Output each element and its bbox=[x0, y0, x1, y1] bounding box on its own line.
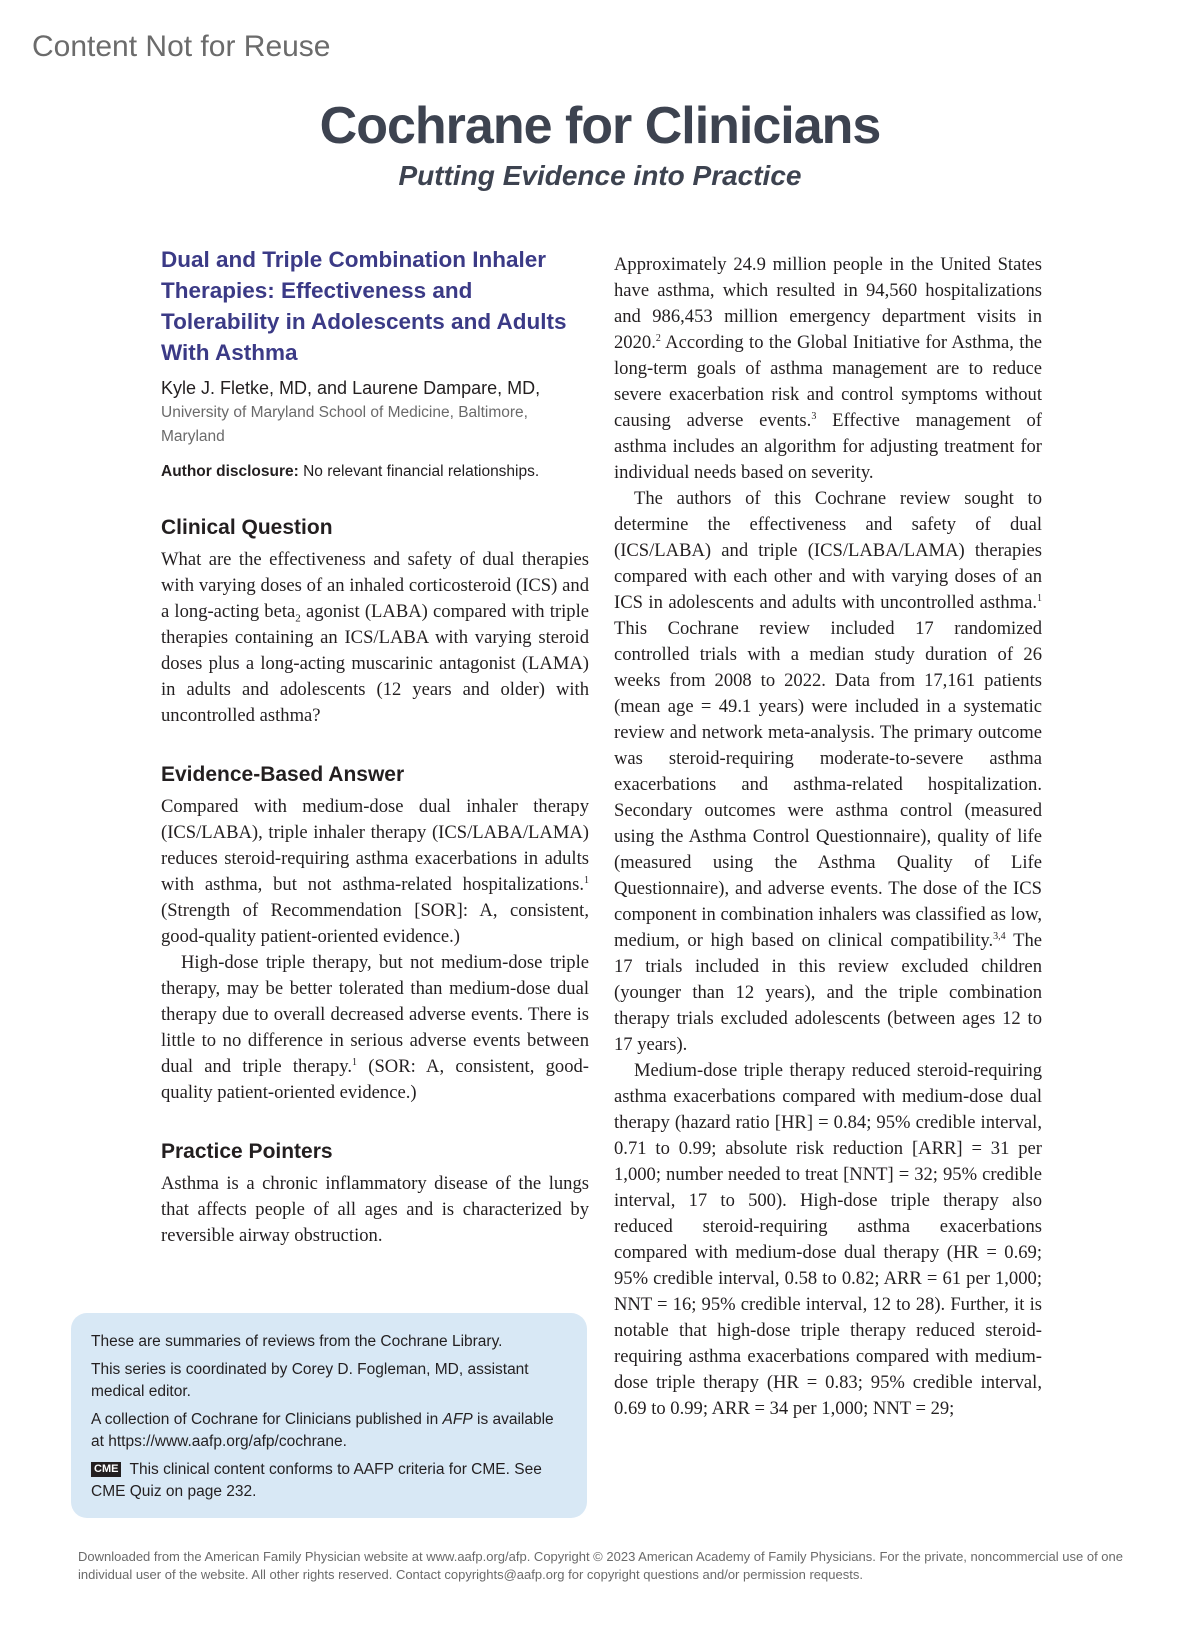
text-run: is available at https://www.aafp.org/afp/cochrane. bbox=[91, 1411, 554, 1450]
text-run: The authors of this Cochrane review sought to determine the effectiveness and safety of dual (ICS/LABA) and triple (ICS/LABA/LAMA) therapies compared with each other and with varying doses of an ICS in adolescents and adults with uncontrolled asthma. bbox=[614, 488, 1042, 613]
right-column bbox=[614, 252, 1042, 1422]
text-run: The 17 trials included in this review excluded children (younger than 12 years), and the triple combination therapy trials excluded adolescents (between ages 12 to 17 years). bbox=[614, 930, 1042, 1055]
cme-badge: CME bbox=[91, 1462, 121, 1477]
reference-marker: 1 bbox=[1037, 592, 1042, 604]
sidebox-cme-note bbox=[91, 1459, 569, 1503]
author-disclosure bbox=[161, 461, 589, 482]
sidebox-line: These are summaries of reviews from the Cochrane Library. bbox=[91, 1333, 503, 1350]
copyright-footer: Downloaded from the American Family Physician website at www.aafp.org/afp. Copyright © 2023 American Academy of Family Physicians. For the private, noncommercial use of one individual user of the website. All other rights reserved. Contact copyrights@aafp.org for copyright questions and/or permission requests. bbox=[78, 1549, 1124, 1582]
text-run: According to the Global Initiative for Asthma, the long-term goals of asthma management are to reduce severe exacerbation risk and control symptoms without causing adverse events. bbox=[614, 332, 1042, 431]
text-run: (Strength of Recommendation [SOR]: A, consistent, good-quality patient-oriented evidence.) bbox=[161, 900, 589, 947]
disclosure-text: No relevant financial relationships. bbox=[298, 463, 540, 480]
text-run: (SOR: A, consistent, good-quality patient-oriented evidence.) bbox=[161, 1056, 589, 1103]
text-run: Approximately 24.9 million people in the United States have asthma, which resulted in 94,560 hospitalizations and 986,453 million emergency department visits in 2020. bbox=[614, 254, 1042, 353]
practice-pointers-paragraph: Asthma is a chronic inflammatory disease of the lungs that affects people of all ages and is characterized by reversible airway obstruction. bbox=[161, 1173, 589, 1246]
text-run: High-dose triple therapy, but not medium-dose triple therapy, may be better tolerated than medium-dose dual therapy due to overall decreased adverse events. There is little to no difference in serious adverse events between dual and triple therapy. bbox=[161, 952, 589, 1077]
article-title: Dual and Triple Combination Inhaler Therapies: Effectiveness and Tolerability in Adolescents and Adults With Asthma bbox=[161, 247, 567, 365]
reference-marker: 1 bbox=[352, 1056, 358, 1068]
series-title: Cochrane for Clinicians bbox=[319, 97, 881, 155]
sidebox-line: This series is coordinated by Corey D. Fogleman, MD, assistant medical editor. bbox=[91, 1361, 529, 1400]
text-run: What are the effectiveness and safety of dual therapies with varying doses of an inhaled corticosteroid (ICS) and a long-acting beta bbox=[161, 549, 589, 622]
clinical-question-paragraph bbox=[161, 547, 589, 729]
author-affiliation: University of Maryland School of Medicine, Baltimore, Maryland bbox=[161, 404, 528, 445]
evidence-answer-paragraph-1 bbox=[161, 794, 589, 950]
watermark: Content Not for Reuse bbox=[32, 30, 331, 63]
disclosure-label: Author disclosure: bbox=[161, 463, 299, 480]
reference-marker: 3 bbox=[811, 410, 817, 422]
left-column bbox=[161, 244, 589, 1249]
text-run: Compared with medium-dose dual inhaler therapy (ICS/LABA), triple inhaler therapy (ICS/LABA/LAMA) reduces steroid-requiring asthma exacerbations in adults with asthma, but not asthma-related hospitalizations. bbox=[161, 796, 589, 895]
evidence-answer-paragraph-2 bbox=[161, 950, 589, 1106]
series-info-box bbox=[71, 1313, 587, 1518]
series-subtitle: Putting Evidence into Practice bbox=[398, 160, 802, 191]
section-heading-clinical-question: Clinical Question bbox=[161, 516, 333, 539]
body-paragraph-1 bbox=[614, 252, 1042, 486]
section-heading-practice-pointers: Practice Pointers bbox=[161, 1140, 333, 1163]
text-run: This clinical content conforms to AAFP criteria for CME. See CME Quiz on page 232. bbox=[91, 1461, 542, 1500]
sidebox-collection-note bbox=[91, 1409, 569, 1453]
text-run: A collection of Cochrane for Clinicians published in bbox=[91, 1411, 443, 1428]
journal-name: AFP bbox=[442, 1411, 473, 1428]
text-run: agonist (LABA) compared with triple therapies containing an ICS/LABA with varying steroid doses plus a long-acting muscarinic antagonist (LAMA) in adults and adolescents (12 years and older) with uncontrolled asthma? bbox=[161, 601, 589, 726]
body-paragraph-3: Medium-dose triple therapy reduced steroid-requiring asthma exacerbations compared with medium-dose dual therapy (hazard ratio [HR] = 0.84; 95% credible interval, 0.71 to 0.99; absolute risk reduction [ARR] = 31 per 1,000; number needed to treat [NNT] = 32; 95% credible interval, 17 to 500). High-dose triple therapy also reduced steroid-requiring asthma exacerbations compared with medium-dose dual therapy (HR = 0.69; 95% credible interval, 0.58 to 0.82; ARR = 61 per 1,000; NNT = 16; 95% credible interval, 12 to 28). Further, it is notable that high-dose triple therapy reduced steroid-requiring asthma exacerbations compared with medium-dose triple therapy (HR = 0.83; 95% credible interval, 0.69 to 0.99; ARR = 34 per 1,000; NNT = 29; bbox=[614, 1060, 1042, 1419]
reference-marker: 2 bbox=[655, 332, 661, 344]
text-run: This Cochrane review included 17 randomized controlled trials with a median study duration of 26 weeks from 2008 to 2022. Data from 17,161 patients (mean age = 49.1 years) were included in a systematic review and network meta-analysis. The primary outcome was steroid-requiring moderate-to-severe asthma exacerbations and asthma-related hospitalization. Secondary outcomes were asthma control (measured using the Asthma Control Questionnaire), quality of life (measured using the Asthma Quality of Life Questionnaire), and adverse events. The dose of the ICS component in combination inhalers was classified as low, medium, or high based on clinical compatibility. bbox=[614, 618, 1042, 951]
body-paragraph-2 bbox=[614, 486, 1042, 1058]
text-run: Effective management of asthma includes an algorithm for adjusting treatment for individual needs based on severity. bbox=[614, 410, 1042, 483]
reference-marker: 1 bbox=[584, 874, 589, 886]
subscript: 2 bbox=[295, 612, 301, 625]
article-authors: Kyle J. Fletke, MD, and Laurene Dampare, MD, bbox=[161, 378, 541, 398]
section-heading-evidence-based-answer: Evidence-Based Answer bbox=[161, 763, 405, 786]
reference-marker: 3,4 bbox=[993, 930, 1006, 942]
